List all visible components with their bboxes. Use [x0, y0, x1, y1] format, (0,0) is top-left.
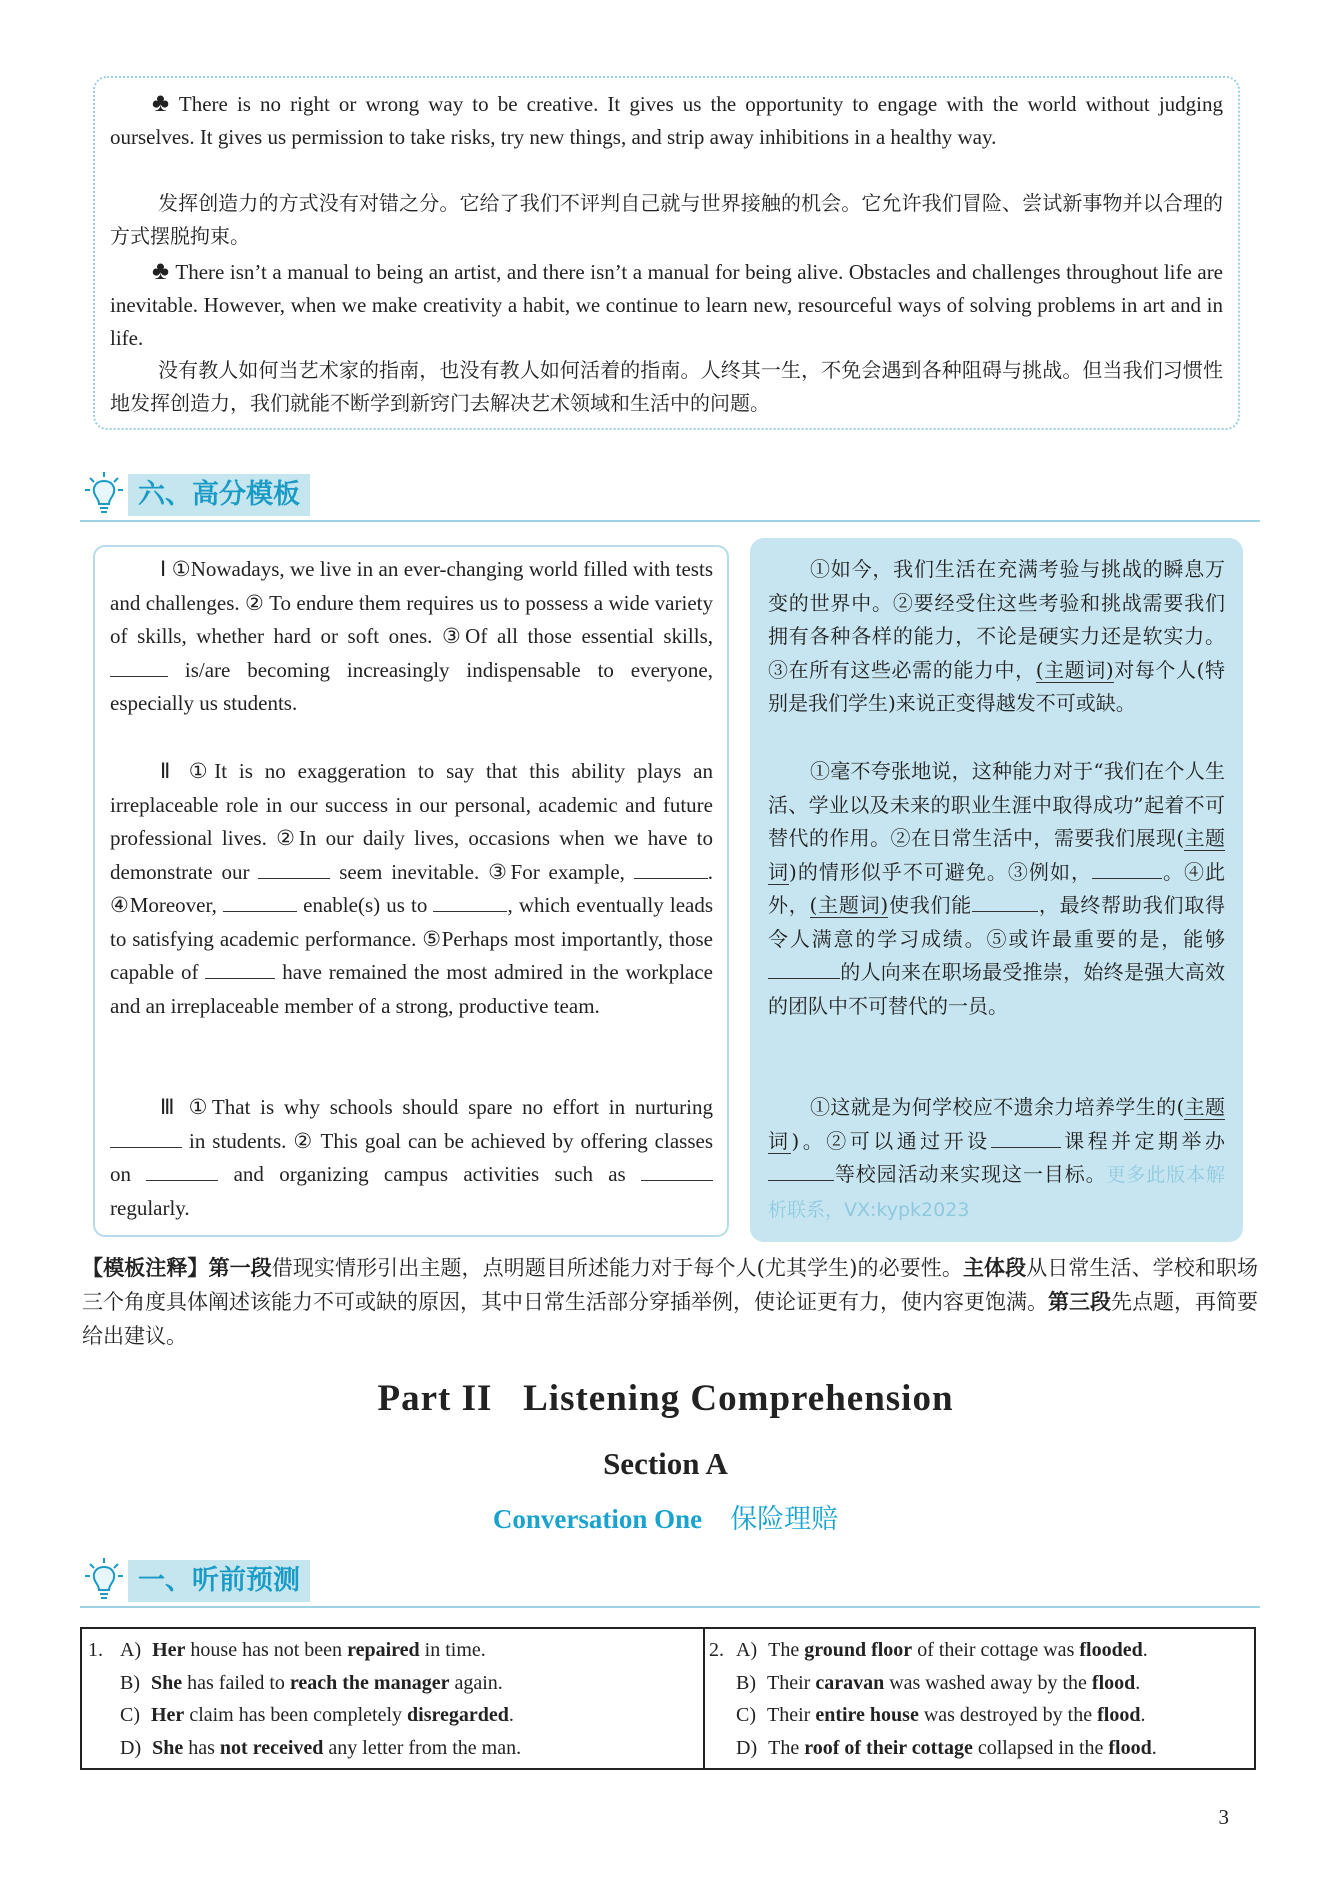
part-title: Part II Listening Comprehension: [377, 1378, 954, 1419]
keyword-underlined: (主题词): [1035, 657, 1114, 682]
answer-option: [120, 1732, 521, 1765]
option-key: B): [120, 1671, 145, 1694]
option-text: .: [1142, 1639, 1148, 1661]
option-text: in time.: [419, 1639, 486, 1661]
quote-1-text: There is no right or wrong way to be creative. It gives us the opportunity to engage with the world without judging ourselves. It gives us permission to take risks, try new things, and strip away inhibitions in a healthy way.: [110, 92, 1224, 149]
option-text: The: [768, 1639, 805, 1661]
section-heading-label: 六、高分模板: [128, 474, 310, 516]
option-keyword: reach the manager: [289, 1671, 450, 1694]
blank-line: [146, 1160, 218, 1181]
option-text: claim has been completely: [184, 1704, 408, 1726]
option-keyword: roof of their cottage: [804, 1736, 973, 1759]
option-text: any letter from the man.: [323, 1736, 522, 1759]
answer-option: [736, 1634, 1148, 1667]
option-keyword: She: [152, 1736, 184, 1759]
option-key: D): [120, 1736, 147, 1759]
option-keyword: caravan: [815, 1671, 885, 1694]
template-note: 【模板注释】第一段借现实情形引出主题，点明题目所述能力对于每个人(尤其学生)的必要性。主体段从日常生活、学校和职场三个角度具体阐述该能力不可或缺的原因，其中日常生活部分穿插举例，使论证更有力，使内容更饱满。第三段先点题，再简要给出建议。: [82, 1256, 1259, 1348]
answer-option: [736, 1732, 1157, 1765]
blank-line: [1092, 858, 1162, 879]
section-heading-label: 一、听前预测: [128, 1560, 310, 1602]
template-en-paragraph-1: Ⅰ ①Nowadays, we live in an ever-changing world filled with tests and challenges. ② To endure them requires us to possess a wide variety of skills, whether hard or soft ones. ③Of all those essential skills, is/are becoming increasingly indispensable to everyone, especially us students.: [110, 557, 713, 715]
option-text: again.: [449, 1671, 503, 1694]
option-key: A): [736, 1639, 763, 1661]
heading-rule: [80, 1606, 1260, 1608]
club-icon: ♣: [152, 256, 170, 285]
option-text: .: [1151, 1736, 1157, 1759]
heading-rule: [80, 520, 1260, 522]
option-key: A): [120, 1639, 147, 1661]
option-keyword: entire house: [815, 1704, 919, 1726]
club-icon: ♣: [152, 88, 173, 117]
answer-option: [736, 1699, 1145, 1732]
keyword-underlined: 主题词: [768, 1095, 1225, 1153]
lightbulb-icon: [84, 1556, 124, 1602]
blank-line: [110, 1127, 182, 1148]
option-keyword: flooded: [1079, 1639, 1143, 1661]
option-text: The: [768, 1736, 805, 1759]
quote-paragraph-2-zh: 没有教人如何当艺术家的指南，也没有教人如何活着的指南。人终其一生，不免会遇到各种阻碍与挑战。但当我们习惯性地发挥创造力，我们就能不断学到新窍门去解决艺术领域和生活中的问题。: [110, 358, 1223, 415]
blank-line: [634, 858, 708, 879]
conversation-title: Conversation One 保险理赔: [492, 1504, 839, 1535]
blank-line: [972, 891, 1038, 912]
answer-option: [120, 1699, 514, 1732]
quote-paragraph-1-en: [110, 86, 1223, 154]
option-text: .: [508, 1704, 514, 1726]
template-zh-paragraph-2: ①毫不夸张地说，这种能力对于“我们在个人生活、学业以及未来的职业生涯中取得成功”起着不可替代的作用。②在日常生活中，需要我们展现(主题词)的情形似乎不可避免。③例如， 。④此外，(主题词)使我们能 ，最终帮助我们取得令人满意的学习成绩。⑤或许最重要的是，能够的人向来在职场最受推崇，始终是强大高效的团队中不可替代的一员。: [768, 759, 1226, 1018]
question-number: 1.: [88, 1639, 103, 1661]
option-keyword: ground floor: [804, 1639, 913, 1661]
option-key: C): [736, 1704, 761, 1726]
option-text: of their cottage was: [912, 1639, 1080, 1661]
section-heading-predict: [80, 1556, 1260, 1608]
page-number: 3: [1218, 1805, 1229, 1829]
option-key: B): [736, 1671, 761, 1694]
template-en-paragraph-3: Ⅲ ①That is why schools should spare no effort in nurturing in students. ② This goal can be achieved by offering classes on and organizing campus activities such as regularly.: [110, 1095, 713, 1220]
option-text: Their: [767, 1704, 816, 1726]
lightbulb-icon: [84, 470, 124, 516]
option-keyword: repaired: [347, 1639, 420, 1661]
option-keyword: She: [151, 1671, 183, 1694]
option-keyword: not received: [219, 1736, 324, 1759]
option-text: house has not been: [185, 1639, 348, 1661]
option-text: collapsed in the: [972, 1736, 1109, 1759]
template-zh-paragraph-1: ①如今，我们生活在充满考验与挑战的瞬息万变的世界中。②要经受住这些考验和挑战需要我们拥有各种各样的能力，不论是硬实力还是软实力。③在所有这些必需的能力中，(主题词)对每个人(特别是我们学生)来说正变得越发不可或缺。: [768, 557, 1226, 715]
option-key: D): [736, 1736, 763, 1759]
blank-line: [433, 891, 507, 912]
option-text: was destroyed by the: [918, 1704, 1098, 1726]
option-text: has: [183, 1736, 220, 1759]
watermark-text: 更多此版本解析联系，VX:kypk2023: [768, 1164, 1225, 1221]
blank-line: [110, 656, 168, 677]
question-table: [80, 1627, 1256, 1770]
table-divider: [703, 1629, 705, 1768]
section-heading-template: [80, 470, 1260, 522]
option-text: .: [1135, 1671, 1141, 1694]
option-keyword: Her: [152, 1639, 186, 1661]
option-keyword: flood: [1091, 1671, 1136, 1694]
option-text: has failed to: [182, 1671, 290, 1694]
template-en-paragraph-2: Ⅱ ①It is no exaggeration to say that this ability plays an irreplaceable role in our success in our personal, academic and future professional lives. ②In our daily lives, occasions when we have to demonstrate our seem inevitable. ③For example, . ④Moreover, enable(s) us to , which eventually leads to satisfying academic performance. ⑤Perhaps most importantly, those capable of have remained the most admired in the workplace and an irreplaceable member of a strong, productive team.: [110, 759, 714, 1018]
blank-line: [991, 1127, 1061, 1148]
option-text: Their: [767, 1671, 816, 1694]
blank-line: [258, 858, 330, 879]
template-zh-paragraph-3: ①这就是为何学校应不遗余力培养学生的(主题词)。②可以通过开设 课程并定期举办等校园活动来实现这一目标。更多此版本解析联系，VX:kypk2023: [768, 1095, 1225, 1221]
option-text: .: [1140, 1704, 1146, 1726]
blank-line: [205, 958, 275, 979]
blank-line: [641, 1160, 713, 1181]
blank-line: [223, 891, 297, 912]
option-key: C): [120, 1704, 145, 1726]
quote-2-text: There isn’t a manual to being an artist, and there isn’t a manual for being alive. Obstacles and challenges throughout life are inevitable. However, when we make creativity a habit, we continue to learn new, resourceful ways of solving problems in art and in life.: [110, 260, 1224, 350]
quote-paragraph-1-zh: 发挥创造力的方式没有对错之分。它给了我们不评判自己就与世界接触的机会。它允许我们冒险、尝试新事物并以合理的方式摆脱拘束。: [110, 191, 1223, 248]
answer-option: [120, 1667, 503, 1700]
quote-paragraph-2-en: [110, 254, 1223, 355]
keyword-underlined: 主题词: [768, 826, 1225, 884]
section-title: Section A: [603, 1446, 728, 1481]
keyword-underlined: (主题词): [809, 893, 889, 917]
option-keyword: disregarded: [407, 1704, 509, 1726]
option-keyword: flood: [1108, 1736, 1152, 1759]
question-number: 2.: [709, 1639, 724, 1661]
blank-line: [768, 1160, 834, 1181]
option-keyword: flood: [1097, 1704, 1141, 1726]
answer-option: [736, 1667, 1140, 1700]
option-keyword: Her: [151, 1704, 185, 1726]
answer-option: [120, 1634, 486, 1667]
blank-line: [768, 958, 840, 979]
option-text: was washed away by the: [884, 1671, 1092, 1694]
